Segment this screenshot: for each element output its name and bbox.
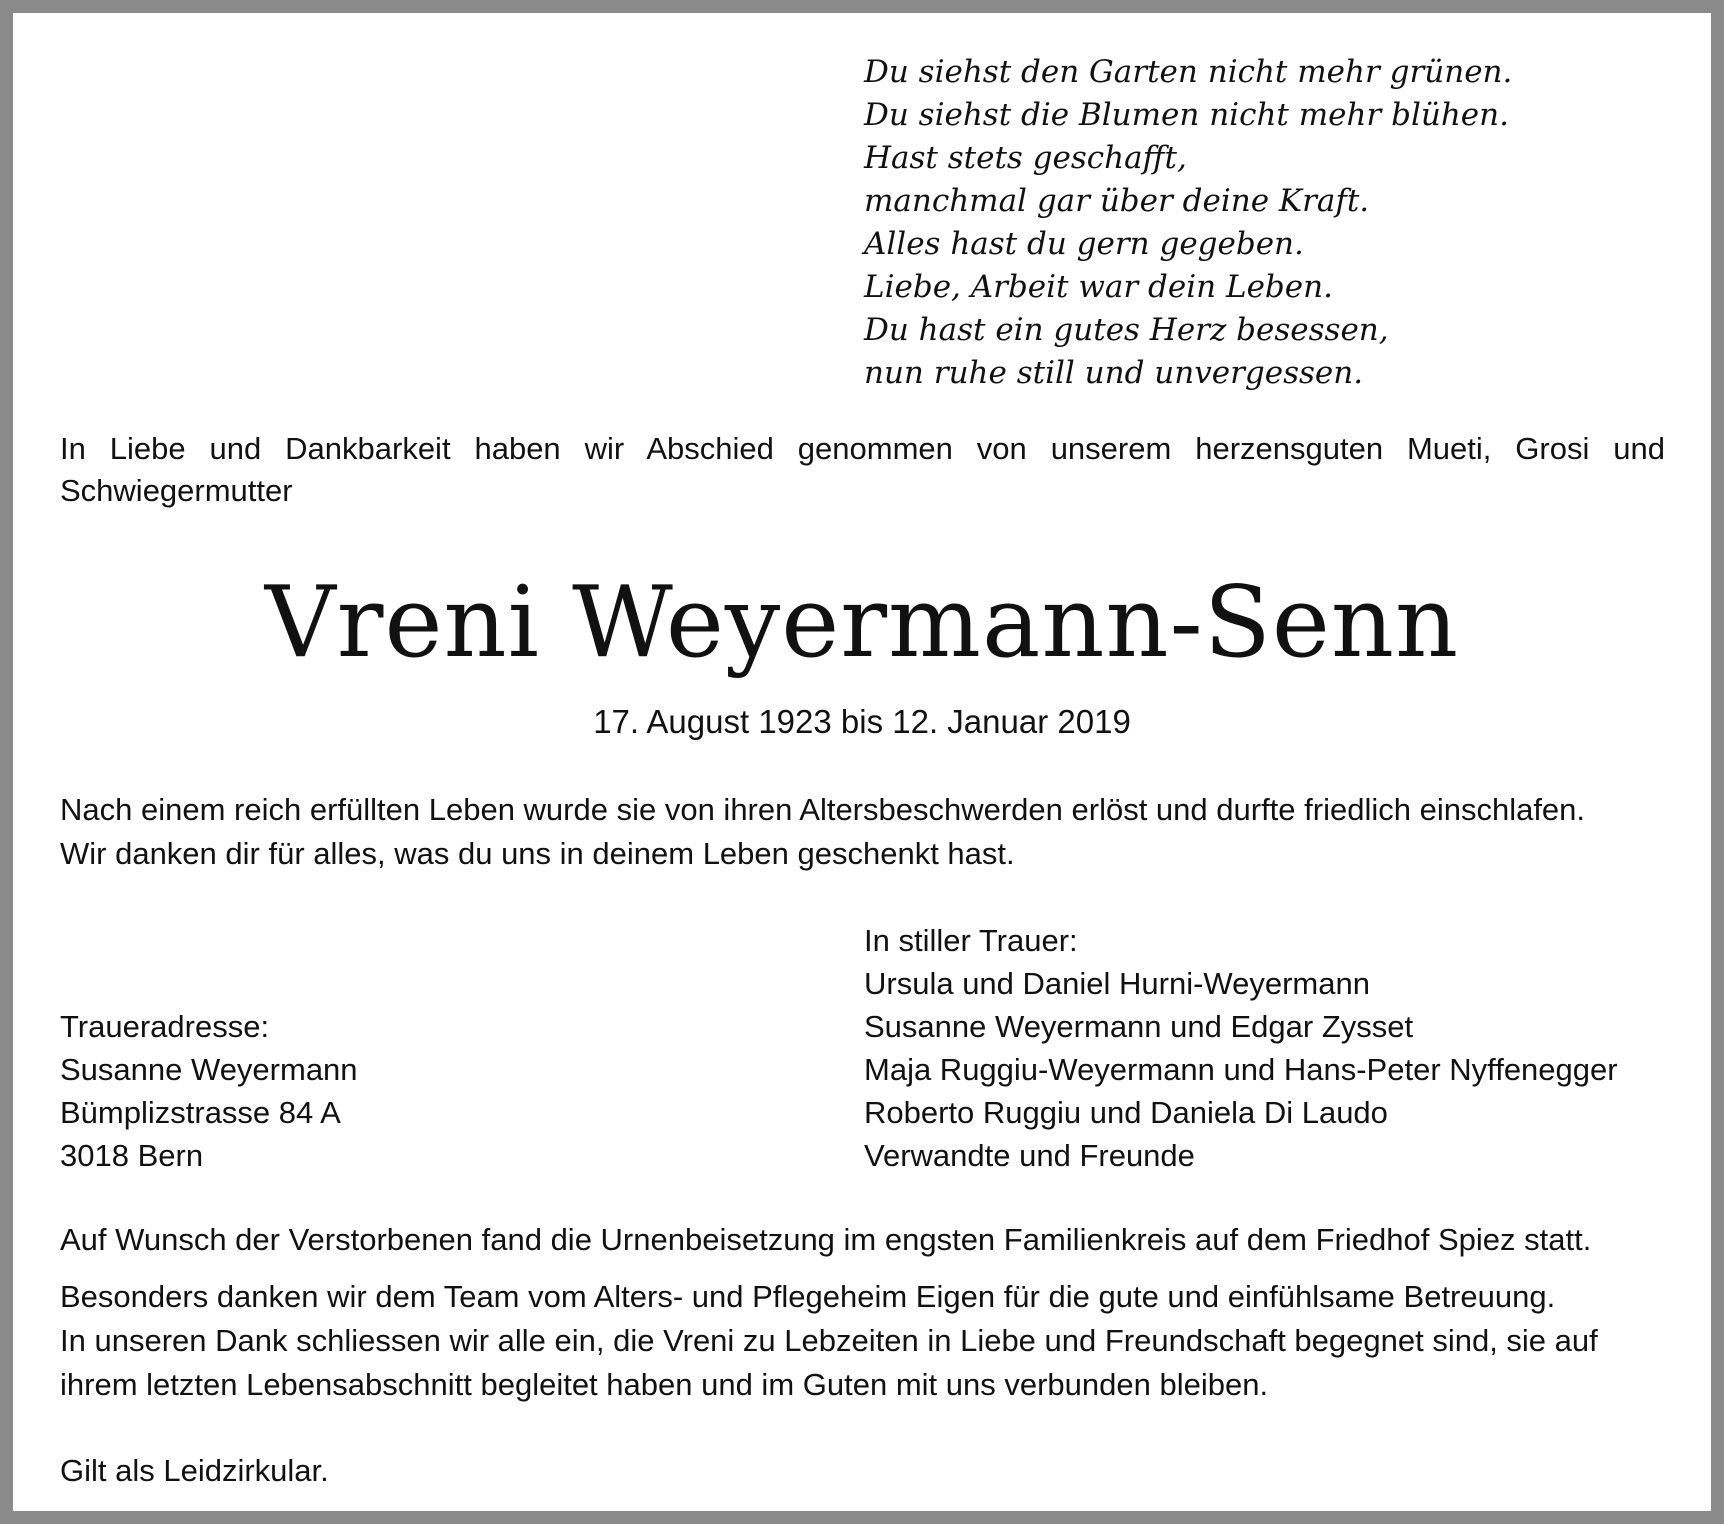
thanks-line: In unseren Dank schliessen wir alle ein, die Vreni zu Lebzeiten in Liebe und Freundschaft begegnet sind, sie auf: [60, 1323, 1598, 1358]
thanks-line: Besonders danken wir dem Team vom Alters- und Pflegeheim Eigen für die gute und einfühlsame Betreuung.: [60, 1279, 1556, 1314]
body-line: Nach einem reich erfüllten Leben wurde sie von ihren Altersbeschwerden erlöst und durfte friedlich einschlafen.: [60, 792, 1586, 827]
mourning-address: [60, 1005, 660, 1177]
burial-notice: Auf Wunsch der Verstorbenen fand die Urnenbeisetzung im engsten Familienkreis auf dem Friedhof Spiez statt.: [60, 1222, 1592, 1257]
address-line: Susanne Weyermann: [60, 1052, 358, 1087]
poem-line: Liebe, Arbeit war dein Leben.: [864, 269, 1333, 305]
poem-line: Du siehst den Garten nicht mehr grünen.: [864, 54, 1513, 90]
mourner-name: Ursula und Daniel Hurni-Weyermann: [864, 966, 1370, 1001]
poem-line: Hast stets geschafft,: [864, 140, 1187, 176]
poem-line: Du hast ein gutes Herz besessen,: [864, 312, 1389, 348]
mourner-name: Roberto Ruggiu und Daniela Di Laudo: [864, 1095, 1388, 1130]
mourners-heading: In stiller Trauer:: [864, 923, 1078, 958]
poem-line: Alles hast du gern gegeben.: [864, 226, 1304, 262]
obituary-page: [13, 13, 1711, 1511]
poem-line: manchmal gar über deine Kraft.: [864, 183, 1370, 219]
thanks-line: ihrem letzten Lebensabschnitt begleitet haben und im Guten mit uns verbunden bleiben.: [60, 1367, 1269, 1402]
mourner-name: Susanne Weyermann und Edgar Zysset: [864, 1009, 1414, 1044]
mourner-name: Maja Ruggiu-Weyermann und Hans-Peter Nyffenegger: [864, 1052, 1618, 1087]
mourners-list: [864, 919, 1684, 1177]
poem-line: Du siehst die Blumen nicht mehr blühen.: [864, 97, 1509, 133]
thanks-paragraph: [60, 1275, 1700, 1407]
closing-note: Gilt als Leidzirkular.: [60, 1453, 329, 1488]
mourner-name: Verwandte und Freunde: [864, 1138, 1195, 1173]
deceased-name: Vreni Weyermann-Senn: [264, 566, 1460, 680]
poem-line: nun ruhe still und unvergessen.: [864, 355, 1364, 391]
intro-paragraph: In Liebe und Dankbarkeit haben wir Abschied genommen von unserem herzensguten Mueti, Grosi und Schwiegermutter: [60, 431, 1665, 508]
address-heading: Traueradresse:: [60, 1009, 270, 1044]
address-line: Bümplizstrasse 84 A: [60, 1095, 341, 1130]
body-paragraph: [60, 788, 1680, 876]
address-line: 3018 Bern: [60, 1138, 204, 1173]
body-line: Wir danken dir für alles, was du uns in deinem Leben geschenkt hast.: [60, 836, 1015, 871]
life-dates: 17. August 1923 bis 12. Januar 2019: [593, 703, 1131, 740]
poem: [864, 51, 1664, 395]
